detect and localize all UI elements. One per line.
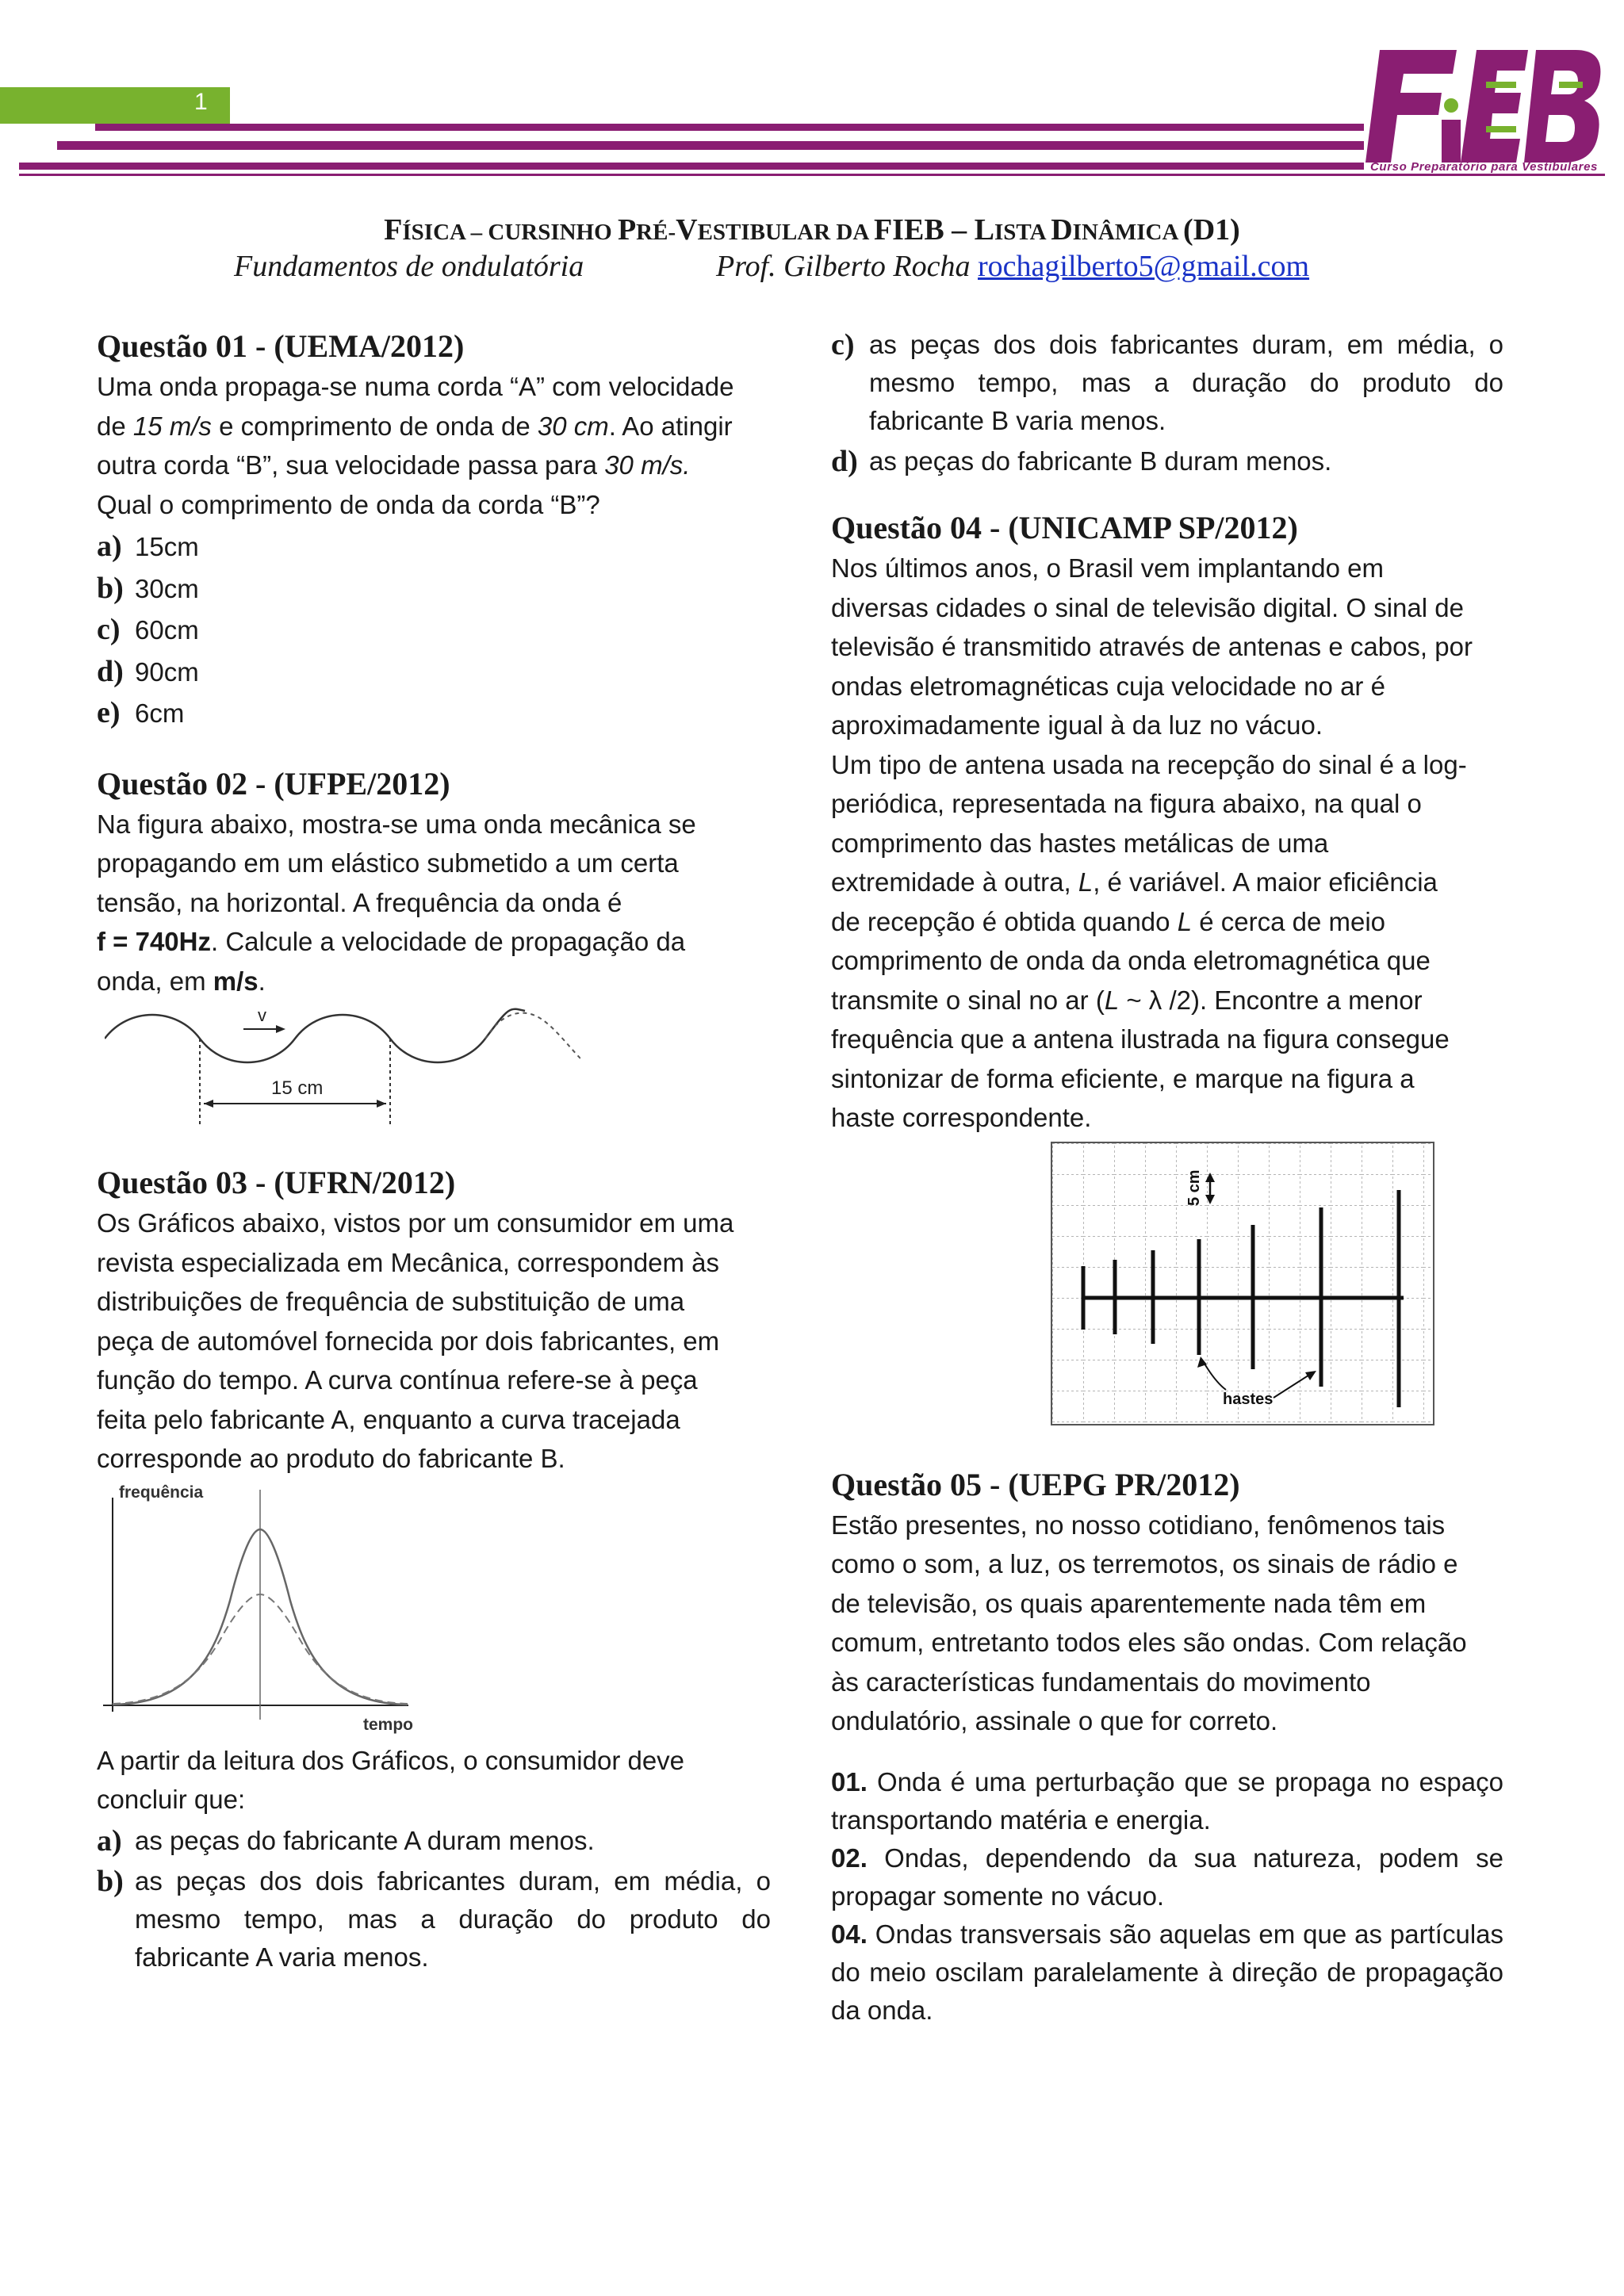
right-column (831, 326, 1503, 2030)
q3-option-d[interactable]: d) as peças do fabricante B duram menos. (831, 445, 1332, 478)
document-subject: Fundamentos de ondulatória (234, 250, 584, 283)
document-author: Prof. Gilberto Rocha rochagilberto5@gmail.com (716, 250, 1310, 283)
velocity-label: v (258, 1007, 266, 1025)
wave-solid-line (105, 1009, 525, 1062)
header-stripe-2 (57, 141, 1364, 150)
q3-option-c[interactable]: c) as peças dos dois fabricantes duram, em média, o mesmo tempo, mas a duração do produto do fabricante B varia menos. (831, 328, 1503, 435)
rods-label: hastes (1223, 1390, 1274, 1408)
left-column (97, 326, 771, 1979)
q3-option-a[interactable]: a) as peças do fabricante A duram menos. (97, 1823, 595, 1858)
antenna-figure (1050, 1141, 1435, 1426)
q1-option-e[interactable]: e) 6cm (97, 696, 185, 729)
antenna-grid (1051, 1142, 1434, 1425)
q1-option-b[interactable]: b) 30cm (97, 571, 199, 605)
header-stripe-3 (19, 163, 1364, 170)
logo-subtitle: Curso Preparatório para Vestibulares (1370, 160, 1598, 174)
question-02 (97, 763, 771, 1135)
graph-x-label: tempo (363, 1715, 413, 1734)
q5-item-02[interactable]: 02. Ondas, dependendo da sua natureza, podem se propagar somente no vácuo. (831, 1843, 1503, 1911)
question-03-prompt: A partir da leitura dos Gráficos, o consumidor deve concluir que: (97, 1745, 685, 1814)
page-number: 1 (194, 89, 208, 115)
question-04-text: Nos últimos anos, o Brasil vem implantando em diversas cidades o sinal de televisão digital. O sinal de televisão é transmitido através de antenas e cabos, por ondas eletromagnéticas cuja velocidade no ar é aproximadamente igual à da luz no vácuo. Um tipo de antena usada na recepção do sinal é a log- periódica, representada na figura abaixo, na qual o comprimento das hastes metálicas de uma extremidade à outra, L, é variável. A maior eficiência de recepção é obtida quando L é cerca de meio comprimento de onda da onda eletromagnética que transmite o sinal no ar (L ~ λ /2). Encontre a menor frequência que a antena ilustrada na figura consegue sintonizar de forma eficiente, e marque na figura a haste correspondente. (831, 553, 1473, 1132)
question-04 (831, 507, 1503, 1426)
wave-figure (105, 1007, 580, 1134)
q5-item-04[interactable]: 04. Ondas transversais são aquelas em que as partículas do meio oscilam paralelamente à direção de propagação da onda. (831, 1919, 1503, 2025)
question-02-title: Questão 02 - (UFPE/2012) (97, 765, 450, 802)
question-05 (831, 1464, 1503, 2030)
question-02-text: Na figura abaixo, mostra-se uma onda mecânica se propagando em um elástico submetido a um certa tensão, na horizontal. A frequência da onda é f = 740Hz. Calcule a velocidade de propagação da onda, em m/s. (97, 809, 696, 996)
question-01 (97, 326, 771, 733)
graph-y-label: frequência (119, 1483, 204, 1502)
question-01-title: Questão 01 - (UEMA/2012) (97, 328, 465, 364)
q1-option-d[interactable]: d) 90cm (97, 654, 199, 688)
question-05-text: Estão presentes, no nosso cotidiano, fenômenos tais como o som, a luz, os terremotos, os sinais de rádio e de televisão, os quais aparentemente nada têm em comum, entretanto todos eles são ondas. Com relação às características fundamentais do movimento ondulatório, assinale o que for correto. (831, 1510, 1467, 1735)
question-01-text: Uma onda propaga-se numa corda “A” com velocidade de 15 m/s e comprimento de onda de 30 cm. Ao atingir outra corda “B”, sua velocidade passa para 30 m/s. Qual o comprimento de onda da corda “B”? (97, 372, 734, 519)
header-stripe-1 (95, 124, 1364, 131)
document-title: FÍSICA – CURSINHO PRÉ-VESTIBULAR DA FIEB – LISTA DINÂMICA (D1) (384, 213, 1240, 247)
question-03-text: Os Gráficos abaixo, vistos por um consumidor em uma revista especializada em Mecânica, correspondem às distribuições de frequência de substituição de uma peça de automóvel fornecida por dois fabricantes, em função do tempo. A curva contínua refere-se à peça feita pelo fabricante A, enquanto a curva tracejada corresponde ao produto do fabricante B. (97, 1208, 734, 1473)
question-04-title: Questão 04 - (UNICAMP SP/2012) (831, 510, 1298, 545)
scale-label: 5 cm (1185, 1169, 1203, 1206)
author-email-link[interactable]: rochagilberto5@gmail.com (978, 250, 1310, 283)
question-03-title: Questão 03 - (UFRN/2012) (97, 1165, 456, 1200)
q5-item-01[interactable]: 01. Onda é uma perturbação que se propaga no espaço transportando matéria e energia. (831, 1766, 1503, 1835)
q1-option-a[interactable]: a) 15cm (97, 530, 199, 563)
fieb-logo (1365, 44, 1607, 178)
q3-option-b[interactable]: b) as peças dos dois fabricantes duram, em média, o mesmo tempo, mas a duração do produto do fabricante A varia menos. (97, 1864, 771, 1972)
q1-option-c[interactable]: c) 60cm (97, 613, 199, 646)
frequency-graph (103, 1482, 436, 1739)
wavelength-label: 15 cm (271, 1077, 324, 1099)
question-03 (97, 1162, 771, 1976)
question-05-title: Questão 05 - (UEPG PR/2012) (831, 1466, 1240, 1502)
